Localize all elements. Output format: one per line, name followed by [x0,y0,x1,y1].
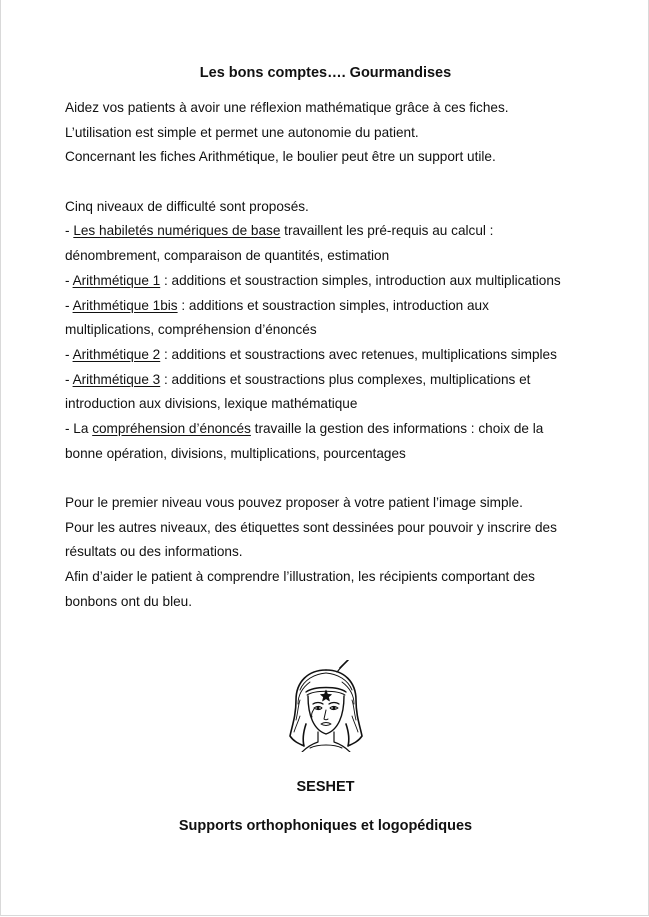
level-item-arith-1bis-cont: multiplications, compréhension d’énoncés [65,322,317,338]
seshet-logo-icon [288,660,364,752]
intro-line-2: L’utilisation est simple et permet une autonomie du patient. [65,124,419,140]
outro-line-1: Pour le premier niveau vous pouvez proposer à votre patient l’image simple. [65,495,523,510]
level-item-arith-3 [65,368,595,393]
level-desc: : additions et soustractions plus complexes, multiplications et [160,371,531,387]
intro-line-1: Aidez vos patients à avoir une réflexion mathématique grâce à ces fiches. [65,100,509,115]
level-desc: travaillent les pré-requis au calcul : [280,223,494,239]
level-prefix: - [65,223,74,239]
brand-tagline: Supports orthophoniques et logopédiques [178,818,473,834]
level-name: Les habiletés numériques de base [73,223,281,239]
level-name: compréhension d’énoncés [92,420,251,436]
level-item-arith-2 [65,343,595,368]
outro-line-5: bonbons ont du bleu. [65,593,192,609]
level-desc: : additions et soustraction simples, introduction aux multiplications [160,272,561,288]
outro-line-3: résultats ou des informations. [65,544,243,560]
document-body [65,96,595,614]
level-prefix: - La [65,420,93,436]
level-item-arith-1bis [65,294,595,319]
page-title: Les bons comptes…. Gourmandises [199,65,452,81]
level-desc: : additions et soustractions avec retenues, multiplications simples [160,346,557,362]
level-item-arith-3-cont: introduction aux divisions, lexique mathématique [65,396,358,412]
level-item-arith-1 [65,269,595,294]
level-item-habiletes [65,219,595,244]
level-item-comprehension [65,417,595,442]
level-prefix: - [65,272,73,288]
level-name: Arithmétique 3 [72,371,161,387]
level-prefix: - [65,346,73,362]
spacer [65,466,595,491]
outro-line-2: Pour les autres niveaux, des étiquettes sont dessinées pour pouvoir y inscrire des [65,519,557,535]
level-name: Arithmétique 2 [72,346,161,362]
level-name: Arithmétique 1bis [72,297,178,313]
outro-line-4: Afin d’aider le patient à comprendre l’illustration, les récipients comportant des [65,569,535,585]
intro-line-3: Concernant les fiches Arithmétique, le boulier peut être un support utile. [65,149,496,165]
spacer [65,170,595,195]
brand-name: SESHET [296,779,355,795]
level-item-comprehension-cont: bonne opération, divisions, multiplications, pourcentages [65,445,406,461]
level-prefix: - [65,297,73,313]
level-desc: travaille la gestion des informations : choix de la [250,420,544,436]
levels-heading: Cinq niveaux de difficulté sont proposés. [65,198,309,214]
level-prefix: - [65,371,73,387]
level-item-habiletes-cont: dénombrement, comparaison de quantités, estimation [65,248,390,264]
level-desc: : additions et soustraction simples, introduction aux [177,297,489,313]
level-name: Arithmétique 1 [72,272,161,288]
